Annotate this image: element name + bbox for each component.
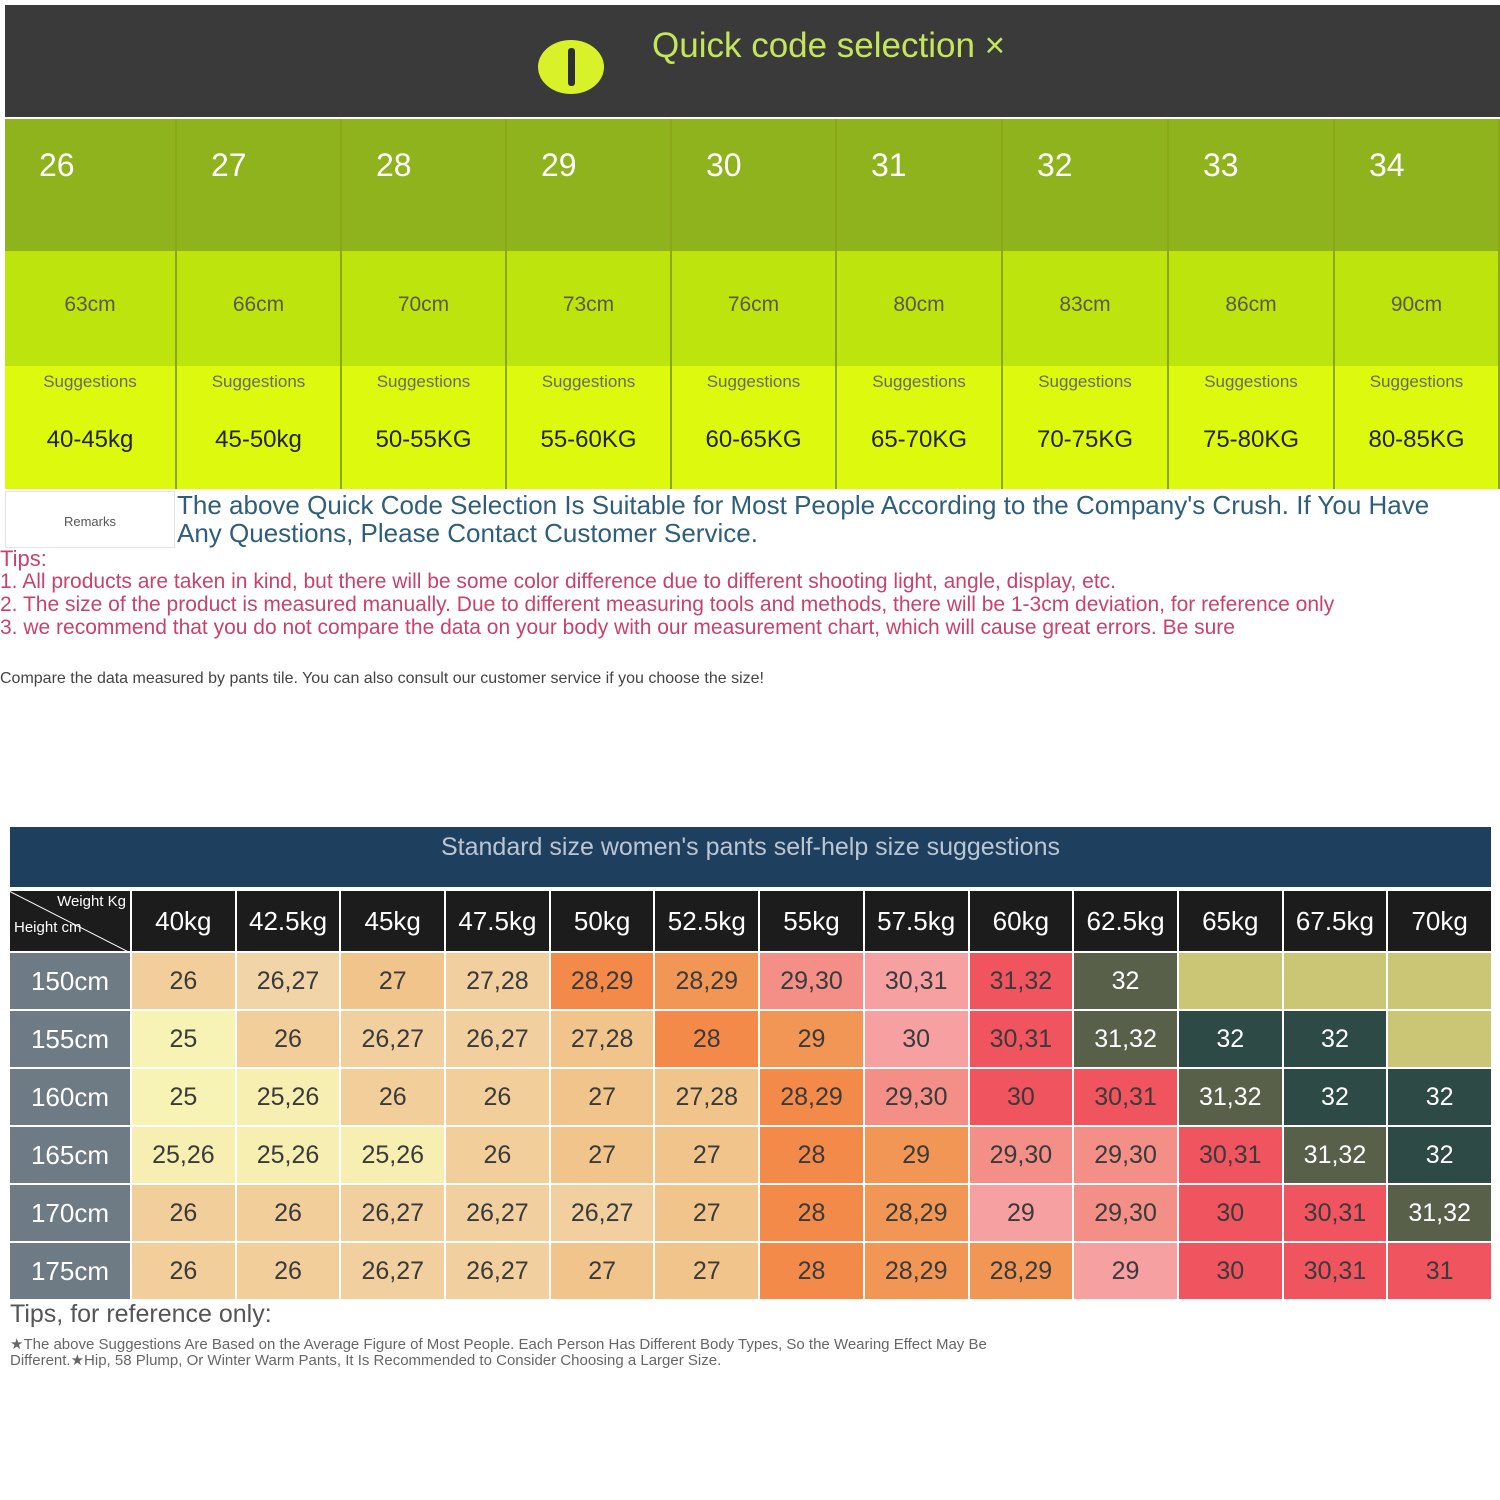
size-cell: 29,30 bbox=[1074, 1185, 1177, 1241]
quick-code-cell bbox=[342, 119, 507, 251]
weight-range: 40-45kg bbox=[46, 426, 134, 453]
waist-value: 83cm bbox=[1059, 293, 1111, 316]
size-cell: 32 bbox=[1074, 953, 1177, 1009]
height-header: 165cm bbox=[10, 1127, 130, 1183]
size-cell: 28,29 bbox=[760, 1069, 863, 1125]
quick-code-cell bbox=[507, 366, 672, 489]
size-cell: 30,31 bbox=[1284, 1243, 1387, 1299]
weight-header: 62.5kg bbox=[1074, 891, 1177, 951]
size-cell: 31 bbox=[1388, 1243, 1491, 1299]
size-cell: 27,28 bbox=[655, 1069, 758, 1125]
size-cell: 30 bbox=[865, 1011, 968, 1067]
size-cell: 28 bbox=[760, 1185, 863, 1241]
size-cell: 26,27 bbox=[341, 1243, 444, 1299]
height-header: 175cm bbox=[10, 1243, 130, 1299]
size-cell: 32 bbox=[1388, 1127, 1491, 1183]
quick-code-cell bbox=[507, 251, 672, 366]
quick-code-cell bbox=[1003, 251, 1169, 366]
quick-code-cell bbox=[177, 251, 342, 366]
size-cell: 32 bbox=[1284, 1011, 1387, 1067]
size-cell: 28,29 bbox=[551, 953, 654, 1009]
quick-code-cell bbox=[5, 119, 177, 251]
quick-code-cell bbox=[837, 251, 1003, 366]
size-number: 29 bbox=[541, 147, 577, 183]
size-cell: 25,26 bbox=[237, 1069, 340, 1125]
corner-height-label: Height cm bbox=[14, 919, 82, 936]
size-cell: 28,29 bbox=[970, 1243, 1073, 1299]
quick-code-cell bbox=[342, 251, 507, 366]
quick-code-cell bbox=[1335, 119, 1500, 251]
size-cell: 29,30 bbox=[760, 953, 863, 1009]
weight-header: 45kg bbox=[341, 891, 444, 951]
size-number: 30 bbox=[706, 147, 742, 183]
suggestion-label: Suggestions bbox=[706, 372, 801, 391]
size-cell: 31,32 bbox=[970, 953, 1073, 1009]
size-cell: 26,27 bbox=[341, 1011, 444, 1067]
weight-header: 40kg bbox=[132, 891, 235, 951]
compare-note: Compare the data measured by pants tile. You can also consult our customer service if you choose the size! bbox=[0, 670, 764, 687]
size-cell: 27 bbox=[655, 1127, 758, 1183]
size-cell: 30,31 bbox=[1284, 1185, 1387, 1241]
size-cell: 27 bbox=[655, 1243, 758, 1299]
quick-code-cell bbox=[1335, 366, 1500, 489]
weight-header: 67.5kg bbox=[1284, 891, 1387, 951]
size-cell: 30 bbox=[1179, 1243, 1282, 1299]
weight-range: 80-85KG bbox=[1368, 426, 1465, 453]
weight-range: 70-75KG bbox=[1036, 426, 1134, 453]
size-cell: 25 bbox=[132, 1069, 235, 1125]
size-cell: 26,27 bbox=[446, 1011, 549, 1067]
suggestion-label: Suggestions bbox=[1369, 372, 1464, 391]
size-cell: 26,27 bbox=[551, 1185, 654, 1241]
size-number: 32 bbox=[1037, 147, 1073, 183]
quick-code-cell bbox=[672, 251, 837, 366]
waist-value: 66cm bbox=[232, 293, 285, 316]
size-cell: 30,31 bbox=[865, 953, 968, 1009]
size-number: 26 bbox=[39, 147, 75, 183]
size-cell: 32 bbox=[1179, 1011, 1282, 1067]
quick-code-cell bbox=[672, 366, 837, 489]
weight-range: 45-50kg bbox=[215, 426, 302, 453]
suggestion-label: Suggestions bbox=[376, 372, 471, 391]
size-cell: 27 bbox=[551, 1069, 654, 1125]
weight-header: 47.5kg bbox=[446, 891, 549, 951]
size-cell: 31,32 bbox=[1388, 1185, 1491, 1241]
weight-header: 65kg bbox=[1179, 891, 1282, 951]
size-cell bbox=[1388, 953, 1491, 1009]
quick-code-cell bbox=[5, 366, 177, 489]
quick-code-cell bbox=[1169, 251, 1335, 366]
size-cell: 26,27 bbox=[446, 1243, 549, 1299]
size-cell: 26 bbox=[132, 1185, 235, 1241]
weight-range: 65-70KG bbox=[870, 426, 968, 453]
quick-code-cell bbox=[1169, 119, 1335, 251]
size-cell: 29 bbox=[865, 1127, 968, 1183]
tip-line: 2. The size of the product is measured manually. Due to different measuring tools and methods, there will be 1-3cm deviation, for reference only bbox=[0, 593, 1335, 616]
weight-header: 42.5kg bbox=[237, 891, 340, 951]
height-header: 170cm bbox=[10, 1185, 130, 1241]
size-number: 28 bbox=[376, 147, 412, 183]
quick-code-cell bbox=[837, 119, 1003, 251]
footer-title: Tips, for reference only: bbox=[10, 1300, 272, 1328]
size-cell: 26 bbox=[341, 1069, 444, 1125]
size-cell: 27 bbox=[341, 953, 444, 1009]
size-cell bbox=[1179, 953, 1282, 1009]
size-number: 27 bbox=[211, 147, 247, 183]
size-cell: 30,31 bbox=[970, 1011, 1073, 1067]
quick-code-title: Quick code selection × bbox=[652, 26, 1006, 65]
waist-value: 63cm bbox=[64, 293, 116, 316]
size-cell: 31,32 bbox=[1074, 1011, 1177, 1067]
suggestion-label: Suggestions bbox=[211, 372, 306, 391]
quick-code-cell bbox=[507, 119, 672, 251]
suggestion-label: Suggestions bbox=[872, 372, 966, 391]
size-cell: 25,26 bbox=[132, 1127, 235, 1183]
quick-code-cell bbox=[177, 366, 342, 489]
waist-value: 90cm bbox=[1390, 293, 1443, 316]
size-cell: 29 bbox=[760, 1011, 863, 1067]
size-cell: 29,30 bbox=[1074, 1127, 1177, 1183]
remarks-text: The above Quick Code Selection Is Suitable for Most People According to the Company's Crush. If You Have Any Questions, Please Contact Customer Service. bbox=[177, 490, 1430, 548]
size-cell: 27 bbox=[655, 1185, 758, 1241]
size-cell: 29 bbox=[970, 1185, 1073, 1241]
size-table-title: Standard size women's pants self-help size suggestions bbox=[441, 833, 1060, 861]
size-cell: 32 bbox=[1388, 1069, 1491, 1125]
quick-code-cell bbox=[1335, 251, 1500, 366]
quick-code-cell bbox=[1169, 366, 1335, 489]
height-header: 150cm bbox=[10, 953, 130, 1009]
weight-header: 52.5kg bbox=[655, 891, 758, 951]
suggestion-label: Suggestions bbox=[541, 372, 636, 391]
size-cell: 28,29 bbox=[655, 953, 758, 1009]
size-cell: 26 bbox=[237, 1011, 340, 1067]
size-cell: 26,27 bbox=[341, 1185, 444, 1241]
height-header: 155cm bbox=[10, 1011, 130, 1067]
waist-value: 80cm bbox=[893, 293, 945, 316]
size-cell: 28 bbox=[760, 1243, 863, 1299]
size-cell: 25,26 bbox=[341, 1127, 444, 1183]
weight-range: 50-55KG bbox=[375, 426, 472, 453]
size-cell: 30 bbox=[970, 1069, 1073, 1125]
quick-code-cell bbox=[1003, 366, 1169, 489]
size-number: 34 bbox=[1369, 147, 1405, 183]
size-cell: 32 bbox=[1284, 1069, 1387, 1125]
quick-code-cell bbox=[342, 366, 507, 489]
size-cell: 26 bbox=[132, 1243, 235, 1299]
size-number: 31 bbox=[871, 147, 907, 183]
corner-weight-label: Weight Kg bbox=[57, 893, 126, 910]
tips-title: Tips: bbox=[0, 546, 47, 571]
size-cell: 27 bbox=[551, 1127, 654, 1183]
quick-code-cell bbox=[5, 251, 177, 366]
size-cell: 25,26 bbox=[237, 1127, 340, 1183]
weight-header: 50kg bbox=[551, 891, 654, 951]
quick-code-grid bbox=[5, 119, 1500, 489]
size-cell: 26 bbox=[446, 1069, 549, 1125]
size-cell: 28 bbox=[655, 1011, 758, 1067]
size-cell: 28,29 bbox=[865, 1185, 968, 1241]
size-number: 33 bbox=[1203, 147, 1239, 183]
waist-value: 70cm bbox=[397, 293, 450, 316]
remarks-label: Remarks bbox=[63, 514, 116, 529]
quick-code-cell bbox=[837, 366, 1003, 489]
quick-code-cell bbox=[1003, 119, 1169, 251]
size-cell: 29,30 bbox=[865, 1069, 968, 1125]
footer-note: ★The above Suggestions Are Based on the Average Figure of Most People. Each Person Has Different Body Types, So the Wearing Effect May Be Different.★Hip, 58 Plump, Or Winter Warm Pants, It Is Recommended to Consider Choosing a Larger Size. bbox=[10, 1336, 987, 1369]
suggestion-label: Suggestions bbox=[1204, 372, 1298, 391]
size-cell: 26,27 bbox=[237, 953, 340, 1009]
size-cell: 30,31 bbox=[1179, 1127, 1282, 1183]
size-cell: 29 bbox=[1074, 1243, 1177, 1299]
weight-header: 70kg bbox=[1388, 891, 1491, 951]
tip-line: 1. All products are taken in kind, but there will be some color difference due to different shooting light, angle, display, etc. bbox=[0, 570, 1116, 593]
size-cell: 28 bbox=[760, 1127, 863, 1183]
remarks-box bbox=[5, 491, 175, 548]
size-cell: 31,32 bbox=[1284, 1127, 1387, 1183]
size-cell: 26 bbox=[237, 1185, 340, 1241]
weight-header: 60kg bbox=[970, 891, 1073, 951]
size-cell: 26,27 bbox=[446, 1185, 549, 1241]
size-cell: 26 bbox=[132, 953, 235, 1009]
suggestion-label: Suggestions bbox=[1038, 372, 1132, 391]
size-cell: 27,28 bbox=[446, 953, 549, 1009]
waist-value: 86cm bbox=[1225, 293, 1277, 316]
size-cell bbox=[1388, 1011, 1491, 1067]
size-table bbox=[10, 891, 1491, 1299]
quick-code-cell bbox=[177, 119, 342, 251]
weight-range: 55-60KG bbox=[540, 426, 637, 453]
size-cell: 28,29 bbox=[865, 1243, 968, 1299]
size-cell: 27,28 bbox=[551, 1011, 654, 1067]
weight-range: 60-65KG bbox=[705, 426, 802, 453]
height-header: 160cm bbox=[10, 1069, 130, 1125]
waist-value: 76cm bbox=[727, 293, 780, 316]
size-cell: 26 bbox=[237, 1243, 340, 1299]
logo-bar-icon bbox=[568, 48, 575, 86]
size-cell bbox=[1284, 953, 1387, 1009]
weight-range: 75-80KG bbox=[1202, 426, 1300, 453]
size-table-header bbox=[10, 827, 1491, 887]
suggestion-label: Suggestions bbox=[43, 372, 137, 391]
size-cell: 30 bbox=[1179, 1185, 1282, 1241]
size-cell: 25 bbox=[132, 1011, 235, 1067]
quick-code-cell bbox=[672, 119, 837, 251]
table-corner-cell bbox=[10, 891, 130, 951]
size-cell: 26 bbox=[446, 1127, 549, 1183]
size-cell: 29,30 bbox=[970, 1127, 1073, 1183]
weight-header: 57.5kg bbox=[865, 891, 968, 951]
tip-line: 3. we recommend that you do not compare the data on your body with our measurement chart, which will cause great errors. Be sure bbox=[0, 616, 1235, 639]
waist-value: 73cm bbox=[562, 293, 615, 316]
size-cell: 31,32 bbox=[1179, 1069, 1282, 1125]
size-cell: 27 bbox=[551, 1243, 654, 1299]
size-cell: 30,31 bbox=[1074, 1069, 1177, 1125]
weight-header: 55kg bbox=[760, 891, 863, 951]
